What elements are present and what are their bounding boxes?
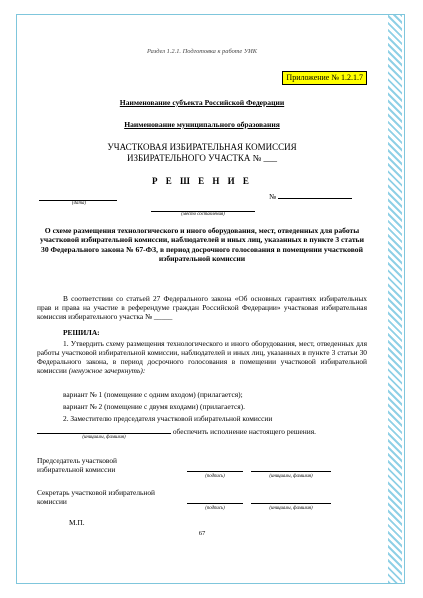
appendix-label: Приложение № 1.2.1.7 <box>282 71 367 85</box>
commission-line-2: ИЗБИРАТЕЛЬНОГО УЧАСТКА № ___ <box>127 153 277 163</box>
secretary-label: Секретарь участковой избирательной комиссии <box>37 488 155 507</box>
municipality-name: Наименование муниципального образования <box>124 120 280 129</box>
subject-name: Наименование субъекта Российской Федерации <box>119 98 285 107</box>
number-sign: № <box>269 192 277 201</box>
decorative-stripe <box>388 15 402 583</box>
chair-label: Председатель участковой избирательной комиссии <box>37 456 117 475</box>
intro-paragraph: В соответствии со статьей 27 Федерального закона «Об основных гарантиях избирательных прав и права на участие в референдуме граждан Российской Федерации» участковая избирательная комиссия избирательного участка № _____ <box>37 294 367 322</box>
decision-heading: Р Е Ш Е Н И Е <box>152 176 252 186</box>
resolved-label: РЕШИЛА: <box>63 328 100 337</box>
number-field <box>269 190 352 201</box>
item-1-note: (ненужное зачеркнуть): <box>68 366 146 376</box>
secretary-name-caption: (инициалы, фамилия) <box>269 506 313 511</box>
item-1: 1. Утвердить схему размещения технологического и иного оборудования, мест, отведенных для работы участковой избирательной комиссии, наблюдателей и иных лиц, указанных в пункте 3 статьи 30 Федерального закона, в период досрочного голосования в помещении участковой избирательной комиссии (ненужное зачеркнуть): <box>37 339 367 376</box>
chair-signature-line <box>187 465 243 474</box>
variant-1: вариант № 1 (помещение с одним входом) (прилагается); <box>63 390 243 399</box>
secretary-signature-line <box>187 497 243 506</box>
section-note: Раздел 1.2.1. Подготовка к работе УИК <box>147 48 257 55</box>
item-2-start: 2. Заместителю председателя участковой избирательной комиссии <box>63 414 273 423</box>
deputy-caption: (инициалы, фамилия) <box>82 435 126 440</box>
commission-line-1: УЧАСТКОВАЯ ИЗБИРАТЕЛЬНАЯ КОМИССИЯ <box>107 142 297 152</box>
deputy-name-line <box>37 426 171 434</box>
secretary-name-line <box>251 497 331 506</box>
item-2-end: обеспечить исполнение настоящего решения. <box>172 427 316 436</box>
chair-name-line <box>251 465 331 474</box>
date-caption: (дата) <box>72 201 86 206</box>
stamp-label: М.П. <box>69 518 85 527</box>
variant-2: вариант № 2 (помещение с двумя входами) (прилагается). <box>63 402 245 411</box>
document-title: О схеме размещения технологического и иного оборудования, мест, отведенных для работы участковой избирательной комиссии, наблюдателей и иных лиц, указанных в пункте 3 статьи 30 Федерального закона № 67-ФЗ, в период досрочного голосования в помещении участковой избирательной комиссии <box>40 226 364 264</box>
page-number: 67 <box>198 530 206 537</box>
chair-signature-caption: (подпись) <box>205 474 225 479</box>
secretary-signature-caption: (подпись) <box>205 506 225 511</box>
chair-name-caption: (инициалы, фамилия) <box>269 474 313 479</box>
place-caption: (место составления) <box>181 212 225 217</box>
